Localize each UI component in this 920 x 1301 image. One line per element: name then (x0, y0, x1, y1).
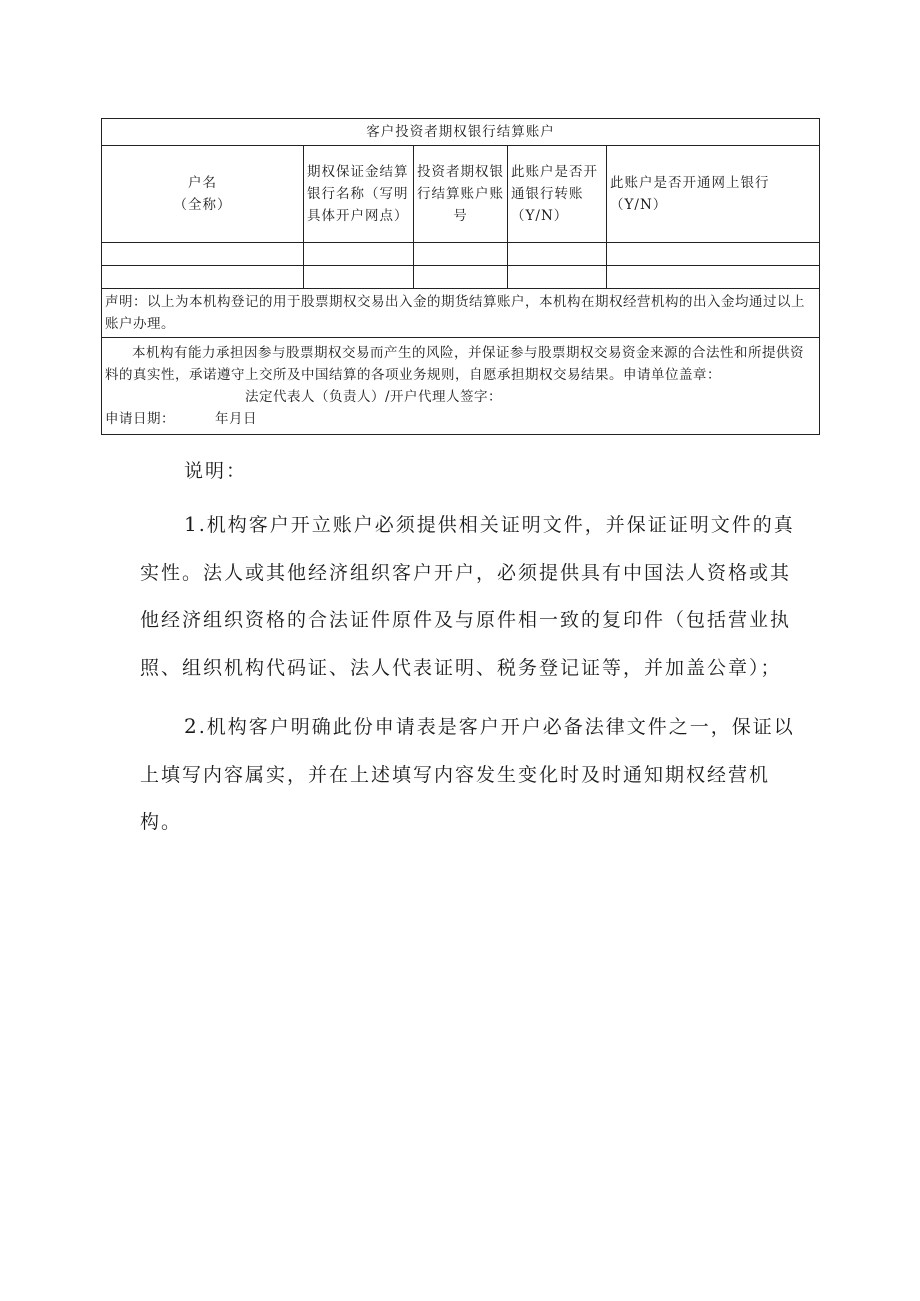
pledge-text (105, 342, 816, 408)
cell-account-name-1[interactable] (102, 243, 304, 266)
pledge-body: 本机构有能力承担因参与股票期权交易而产生的风险，并保证参与股票期权交易资金来源的合法性和所提供资料的真实性，承诺遵守上交所及中国结算的各项业务规则，自愿承担期权交易结果。申请单位盖章： (105, 345, 804, 383)
cell-online-banking-2[interactable] (607, 266, 820, 289)
cell-account-number-1[interactable] (414, 243, 508, 266)
cell-account-name-2[interactable] (102, 266, 304, 289)
note-item-1 (140, 501, 810, 692)
cell-bank-transfer-2[interactable] (508, 266, 607, 289)
date-line (105, 408, 816, 430)
note-text-2: .机构客户明确此份申请表是客户开户必备法律文件之一，保证以上填写内容属实，并在上述填写内容发生变化时及时通知期权经营机构。 (140, 716, 795, 833)
note-number-1: 1 (184, 512, 199, 536)
cell-bank-transfer-1[interactable] (508, 243, 607, 266)
cell-bank-name-2[interactable] (304, 266, 414, 289)
note-number-2: 2 (184, 714, 199, 738)
note-text-1: .机构客户开立账户必须提供相关证明文件，并保证证明文件的真实性。法人或其他经济组织客户开户，必须提供具有中国法人资格或其他经济组织资格的合法证件原件及与原件相一致的复印件（包括营业执照、组织机构代码证、法人代表证明、税务登记证等，并加盖公章）； (140, 514, 795, 679)
header-account-number: 投资者期权银行结算账户账号 (414, 146, 508, 243)
cell-online-banking-1[interactable] (607, 243, 820, 266)
header-bank-name: 期权保证金结算银行名称（写明具体开户网点） (304, 146, 414, 243)
cell-account-number-2[interactable] (414, 266, 508, 289)
statement: 声明：以上为本机构登记的用于股票期权交易出入金的期货结算账户，本机构在期权经营机构的出入金均通过以上账户办理。 (102, 289, 820, 338)
notes-section (140, 452, 810, 847)
date-label: 申请日期： (105, 411, 175, 427)
pledge-section (102, 338, 820, 435)
date-suffix: 年月日 (215, 411, 257, 427)
bank-account-table (101, 118, 820, 435)
table-title: 客户投资者期权银行结算账户 (102, 119, 820, 146)
cell-bank-name-1[interactable] (304, 243, 414, 266)
signature-label: 法定代表人（负责人）/开户代理人签字： (245, 389, 503, 405)
header-online-banking: 此账户是否开通网上银行（Y/N） (607, 146, 820, 243)
header-account-name-text: 户名 （全称） (173, 175, 232, 213)
note-item-2 (140, 703, 810, 847)
header-account-name (102, 146, 304, 243)
notes-title: 说明： (184, 460, 248, 482)
header-bank-transfer: 此账户是否开通银行转账（Y/N） (508, 146, 607, 243)
